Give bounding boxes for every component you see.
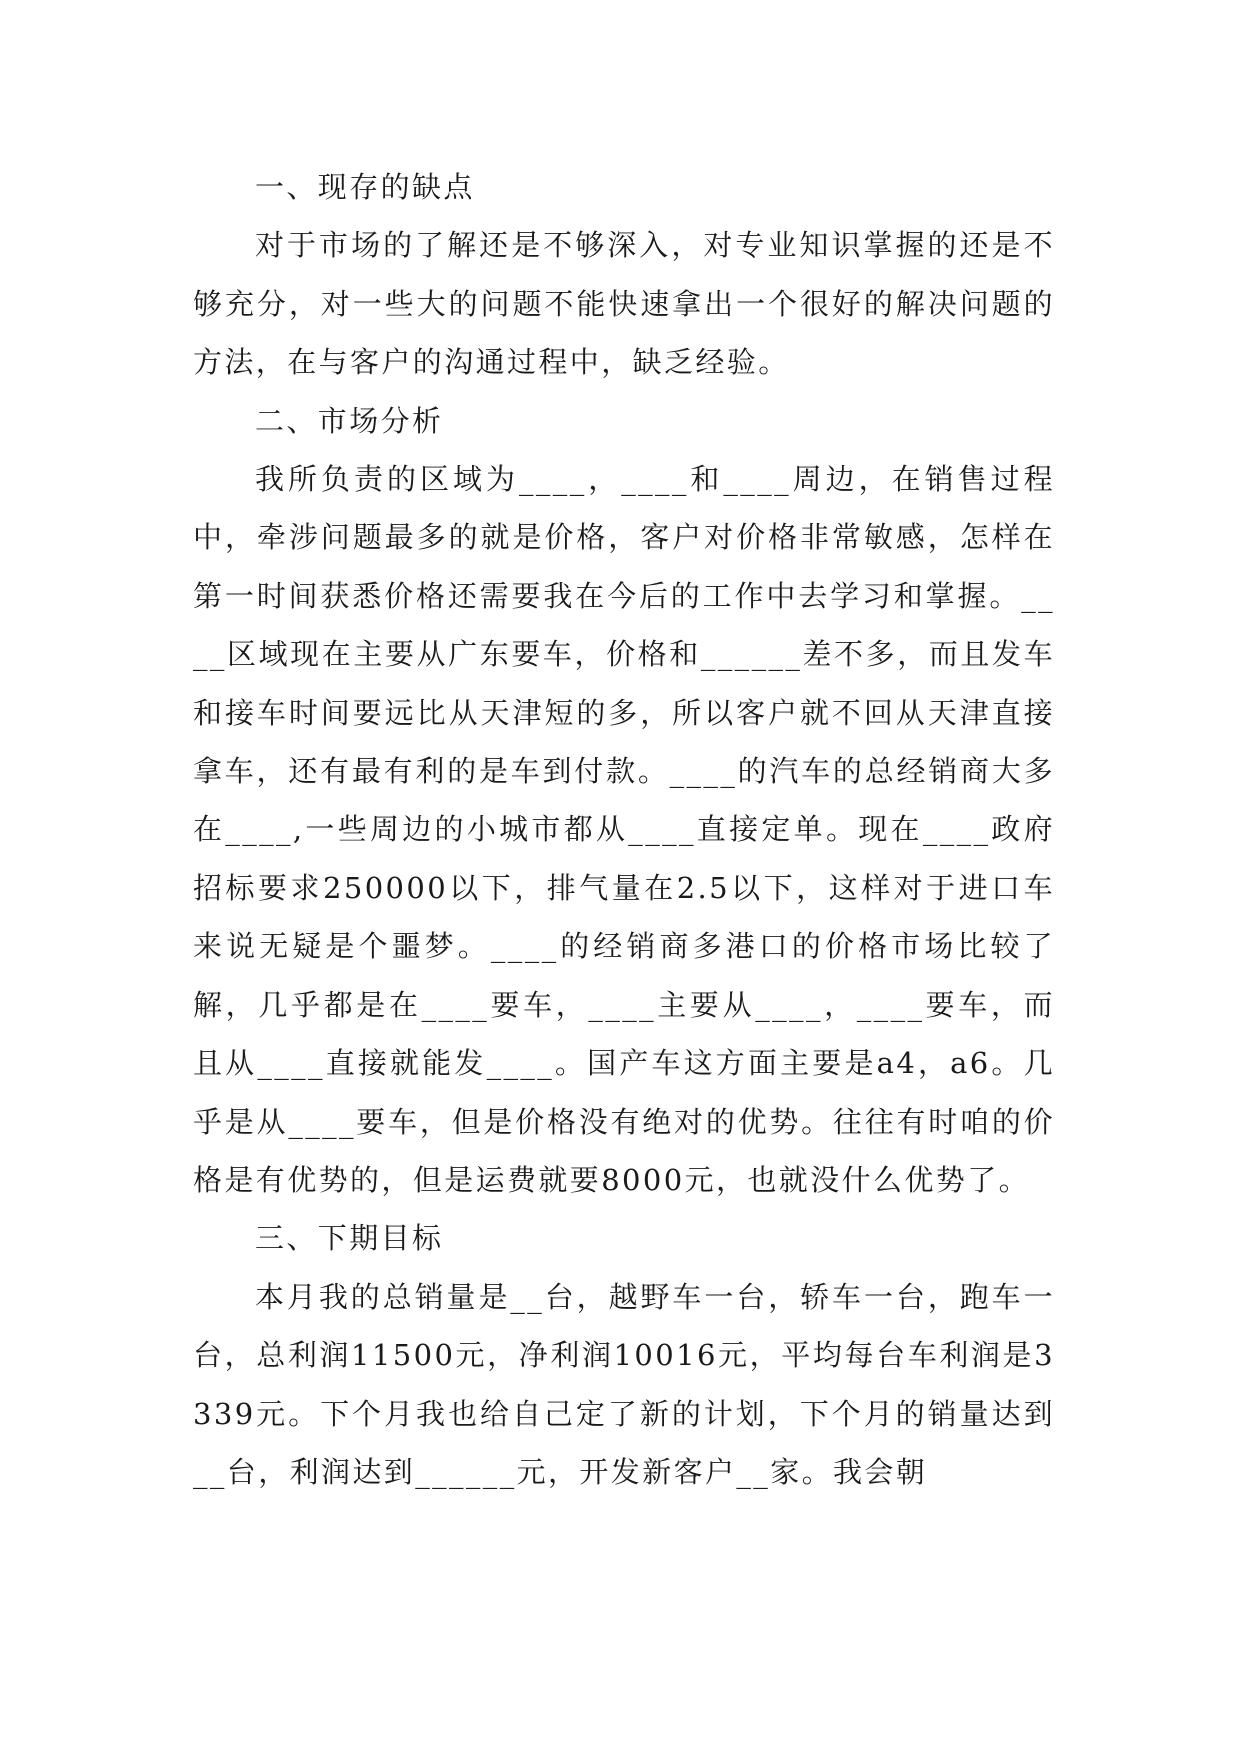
document-body <box>193 158 1055 1501</box>
paragraph-next-goals: 本月我的总销量是__台，越野车一台，轿车一台，跑车一台，总利润11500元，净利润10016元，平均每台车利润是3339元。下个月我也给自己定了新的计划，下个月的销量达到__台，利润达到______元，开发新客户__家。我会朝 <box>193 1279 1055 1489</box>
section-heading-next-goals: 三、下期目标 <box>255 1221 444 1256</box>
paragraph-market-analysis: 我所负责的区域为____，____和____周边，在销售过程中，牵涉问题最多的就是价格，客户对价格非常敏感，怎样在第一时间获悉价格还需要我在今后的工作中去学习和掌握。____区域现在主要从广东要车，价格和______差不多，而且发车和接车时间要远比从天津短的多，所以客户就不回从天津直接拿车，还有最有利的是车到付款。____的汽车的总经销商大多在____,一些周边的小城市都从____直接定单。现在____政府招标要求250000以下，排气量在2.5以下，这样对于进口车来说无疑是个噩梦。____的经销商多港口的价格市场比较了解，几乎都是在____要车，____主要从____，____要车，而且从____直接就能发____。国产车这方面主要是a4，a6。几乎是从____要车，但是价格没有绝对的优势。往往有时咱的价格是有优势的，但是运费就要8000元，也就没什么优势了。 <box>193 462 1055 1197</box>
paragraph-shortcomings: 对于市场的了解还是不够深入，对专业知识掌握的还是不够充分，对一些大的问题不能快速拿出一个很好的解决问题的方法，在与客户的沟通过程中，缺乏经验。 <box>193 228 1055 380</box>
section-heading-market-analysis: 二、市场分析 <box>255 403 444 438</box>
section-heading-shortcomings: 一、现存的缺点 <box>255 170 475 204</box>
